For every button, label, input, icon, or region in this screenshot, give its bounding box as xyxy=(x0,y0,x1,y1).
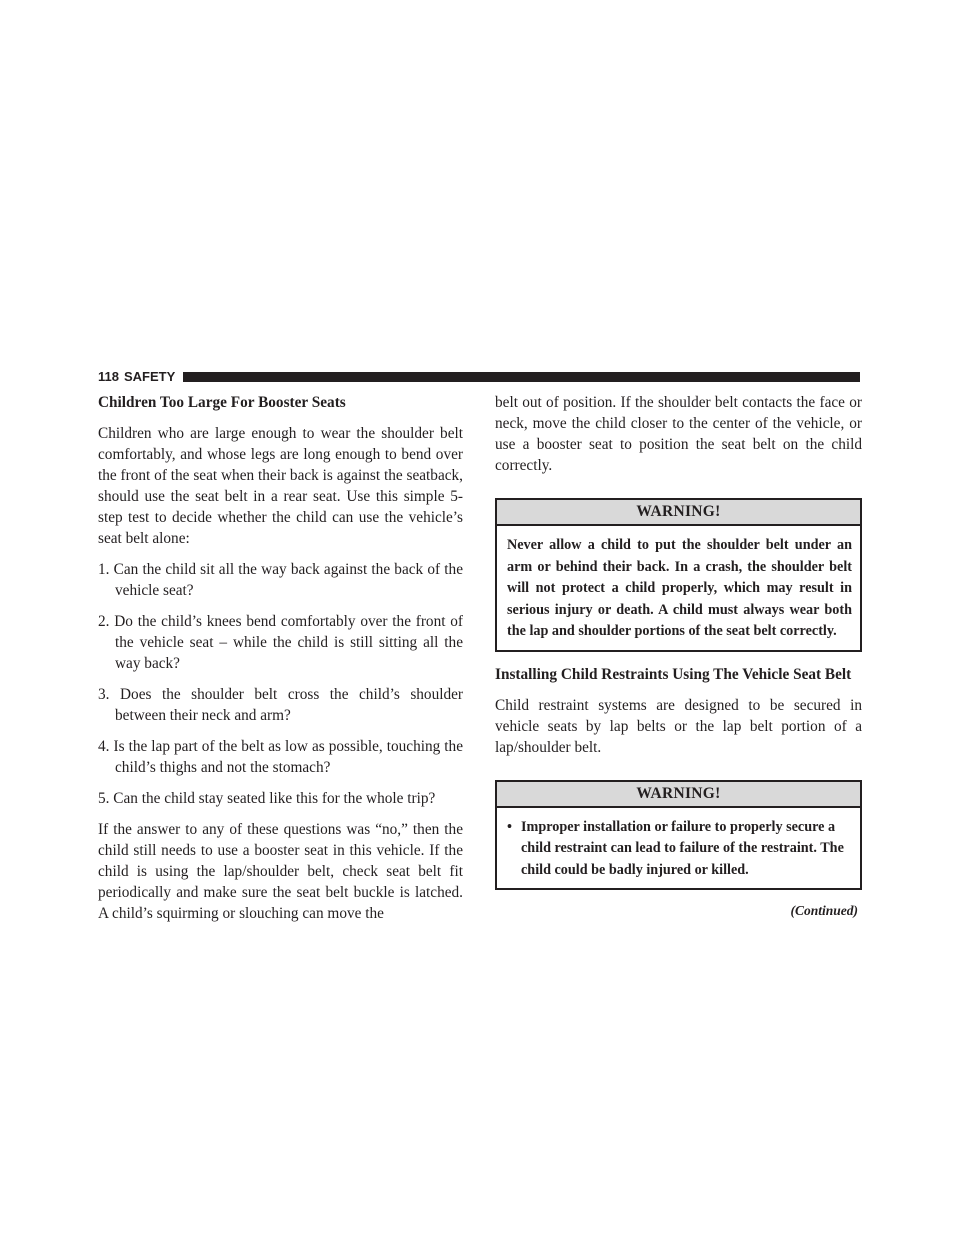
bullet-text: Improper installation or failure to properly secure a child restraint can lead to failure of the restraint. The child could be badly injured or killed. xyxy=(521,818,844,878)
list-item: 2. Do the child’s knees bend comfortably over the front of the vehicle seat – while the child is still sitting all the way back? xyxy=(98,613,463,672)
page-header xyxy=(98,370,860,384)
list-item: 4. Is the lap part of the belt as low as possible, touching the child’s thighs and not the stomach? xyxy=(98,738,463,776)
warning-title: WARNING! xyxy=(497,782,860,808)
bullet-icon: • xyxy=(507,818,512,835)
section-heading: Children Too Large For Booster Seats xyxy=(98,394,346,411)
page-number: 118 xyxy=(98,369,119,384)
warning-box xyxy=(495,498,862,652)
list-item: 5. Can the child stay seated like this for the whole trip? xyxy=(98,790,436,807)
left-column xyxy=(98,392,463,924)
list-item: 1. Can the child sit all the way back against the back of the vehicle seat? xyxy=(98,561,463,599)
warning-box xyxy=(495,780,862,891)
closing-paragraph: If the answer to any of these questions was “no,” then the child still needs to use a booster seat in this vehicle. If the child is using the lap/shoulder belt, check seat belt fit periodically and make sure the seat belt buckle is latched. A child’s squirming or slouching can move the xyxy=(98,821,463,922)
continued-note: (Continued) xyxy=(790,903,858,918)
right-column xyxy=(495,392,862,920)
header-rule xyxy=(183,372,860,382)
warning-title: WARNING! xyxy=(497,500,860,526)
warning-text: Never allow a child to put the shoulder belt under an arm or behind their back. In a crash, the shoulder belt will not protect a child properly, which may result in serious injury or death. A child must always wear both the lap and shoulder portions of the seat belt correctly. xyxy=(507,537,852,639)
continuation-paragraph: belt out of position. If the shoulder belt contacts the face or neck, move the child closer to the center of the vehicle, or use a booster seat to position the seat belt on the child correctly. xyxy=(495,394,862,474)
test-steps-list xyxy=(98,559,463,809)
warning-body xyxy=(497,808,860,889)
list-item xyxy=(507,817,852,882)
warning-bullet-list xyxy=(507,817,852,882)
section-heading: Installing Child Restraints Using The Vehicle Seat Belt xyxy=(495,665,852,683)
section-title: SAFETY xyxy=(123,369,176,384)
body-paragraph: Child restraint systems are designed to be secured in vehicle seats by lap belts or the lap belt portion of a lap/shoulder belt. xyxy=(495,696,862,756)
list-item: 3. Does the shoulder belt cross the child’s shoulder between their neck and arm? xyxy=(98,686,463,724)
intro-paragraph: Children who are large enough to wear the shoulder belt comfortably, and whose legs are long enough to bend over the front of the seat when their back is against the seatback, should use the seat belt in a rear seat. Use this simple 5-step test to decide whether the child can use the vehicle’s seat belt alone: xyxy=(98,425,463,547)
